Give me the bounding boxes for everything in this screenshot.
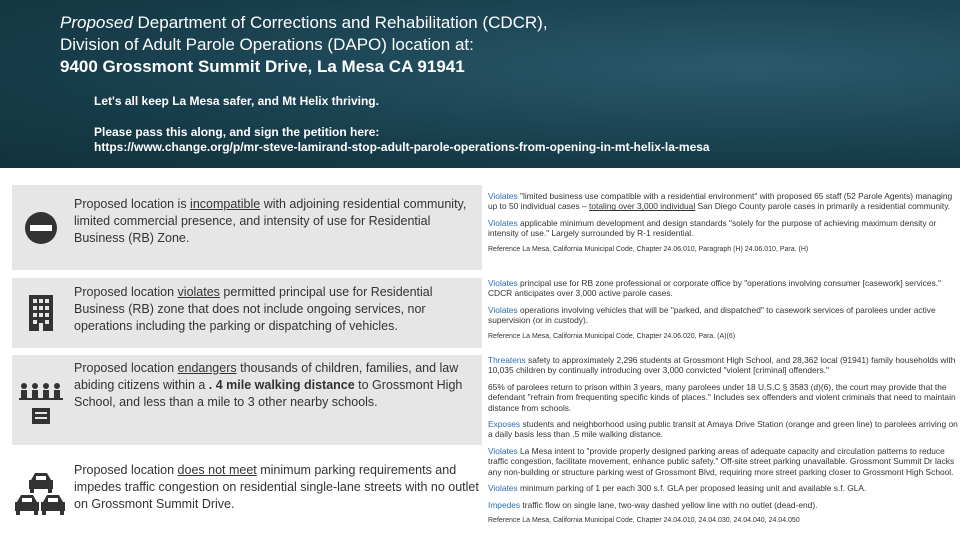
text-part: traffic flow on single lane, two-way dashed yellow line with no outlet (dead-end). [520,499,818,510]
violation-label: Violates [488,217,518,228]
violation-label: Violates [488,483,518,494]
recidivism-note: 65% of parolees return to prison within 3 years, many parolees under 18 U.S.C § 3583 (d)(6), the court may provide that the defendant "refrain from frequenting specific kinds of places." Includes sex offenders and violent criminals that need to maintain distance from schools. [488,381,956,413]
slogan: Let's all keep La Mesa safer, and Mt Helix thriving. [94,94,379,108]
right-panel [488,191,958,276]
underlined-term: totaling over 3,000 individual [589,201,696,212]
left-text [74,462,484,513]
left-panel [12,185,482,270]
violation-label: Violates [488,278,518,288]
underlined-term: violates [177,285,220,299]
reference: Reference La Mesa, California Municipal Code, Chapter 24.06.020, Para. (A)(6) [488,332,736,340]
title-address: 9400 Grossmont Summit Drive, La Mesa CA 91941 [60,57,465,76]
underlined-term: does not meet [177,463,257,477]
text-part: "limited business use compatible with a residential environment" with proposed 65 staff (52 Parole Agents) managing up to 50 individual cases – [488,191,953,212]
left-text [74,196,484,247]
text-part: permitted principal use for Residential Business (RB) zone that does not include ongoing services, nor operations including the parking or dispatching of vehicles. [74,285,433,333]
text-part: San Diego County parole cases in primarily a residential community. [695,201,951,212]
text-part: principal use for RB zone professional or corporate office by "operations involving consumer [casework] services." CDCR anticipates over 3,000 active parole cases. [488,278,942,299]
petition-block [94,125,710,155]
underlined-term: incompatible [190,197,261,211]
violation-label: Impedes [488,499,521,510]
text-part: minimum parking requirements and impedes traffic congestion on residential single-lane streets with no outlet on Grossmont Summit Drive. [74,463,479,511]
text-part: La Mesa intent to "provide properly designed parking areas of adequate capacity and circulation patterns to reduce traffic congestion, facilitate movement, enhance public safety." Off-site street parking unavailable. Grossmont Summit Dr lacks any non-building or structure parking west of Grossmont Blvd, requiring more street parking closer to Grossmont High School. [488,446,955,477]
title-line2: Division of Adult Parole Operations (DAPO) location at: [60,35,474,54]
violation-1 [488,191,958,212]
office-building-icon [12,278,70,348]
petition-text: Please pass this along, and sign the petition here: [94,125,380,139]
underlined-term: endangers [177,361,237,375]
row-parking [12,446,955,536]
students-icon [12,355,70,445]
violation-3 [488,419,958,440]
violation-label: Threatens [488,355,526,365]
left-text [74,360,484,411]
text-part: applicable minimum development and design standards "solely for the purpose of achieving maximum density or intensity of use." Largely surrounded by R-1 residential. [488,217,937,239]
text-part: to Grossmont High School, and less than a mile to 3 other nearby schools. [74,378,463,409]
violation-label: Violates [488,446,518,456]
text-part: safety to approximately 2,296 students at Grossmont High School, and 28,362 local (91941) family households with 10,035 children by continually introducing over 3,000 convicted "violent [criminal] offenders." [488,355,956,376]
violation-label: Violates [488,304,518,315]
violation-label: Exposes [488,419,521,430]
text-part: minimum parking of 1 per each 300 s.f. GLA per proposed leasing unit and available s.f. GLA. [517,483,867,494]
right-panel [488,278,958,348]
cars-icon [12,450,70,536]
text-part: Proposed location is [74,197,191,211]
text-part: Proposed location [74,285,178,299]
reference: Reference La Mesa, California Municipal Code, Chapter 24.06.010, Paragraph (H) 24.06.010, Para. (H) [488,245,809,253]
right-panel [488,446,958,532]
row-incompatible [12,185,953,270]
text-part: Proposed location [74,463,178,477]
violation-2 [488,483,958,493]
left-text [74,284,484,335]
walking-distance: . 4 mile walking distance [208,378,355,392]
left-panel [12,278,482,348]
reference: Reference La Mesa, California Municipal Code, Chapter 24.04.010, 24.04.030, 24.04.040, 24.04.050 [488,517,800,525]
violation-2 [488,305,958,326]
petition-link[interactable]: https://www.change.org/p/mr-steve-lamirand-stop-adult-parole-operations-from-opening-in-mt-helix-la-mesa [94,140,710,154]
title-line1: Department of Corrections and Rehabilitation (CDCR), [132,13,548,32]
violation-1 [488,446,958,477]
right-panel [488,355,958,445]
row-violates [12,278,947,348]
text-part: students and neighborhood using public transit at Amaya Drive Station (orange and green line) to parolees arriving on a daily basis less than .5 mile walking distance. [488,419,958,440]
text-part: thousands of children, families, and law abiding citizens within a [74,361,459,392]
text-part: with adjoining residential community, limited commercial presence, and intensity of use for Residential Business (RB) Zone. [74,197,467,245]
page-title [60,12,548,78]
violation-3 [488,500,958,510]
row-endangers [12,355,958,445]
text-part: Proposed location [74,361,178,375]
title-proposed: Proposed [60,13,133,32]
violation-1 [488,278,958,299]
violation-2 [488,218,958,239]
header-banner [0,0,960,168]
text-part: operations involving vehicles that will be "parked, and dispatched" to casework services of parolees under active supervision (or in custody). [488,304,936,326]
violation-label: Violates [488,191,518,201]
no-entry-icon [12,185,70,270]
left-panel [12,355,482,445]
left-panel [12,450,482,536]
violation-1 [488,355,958,376]
